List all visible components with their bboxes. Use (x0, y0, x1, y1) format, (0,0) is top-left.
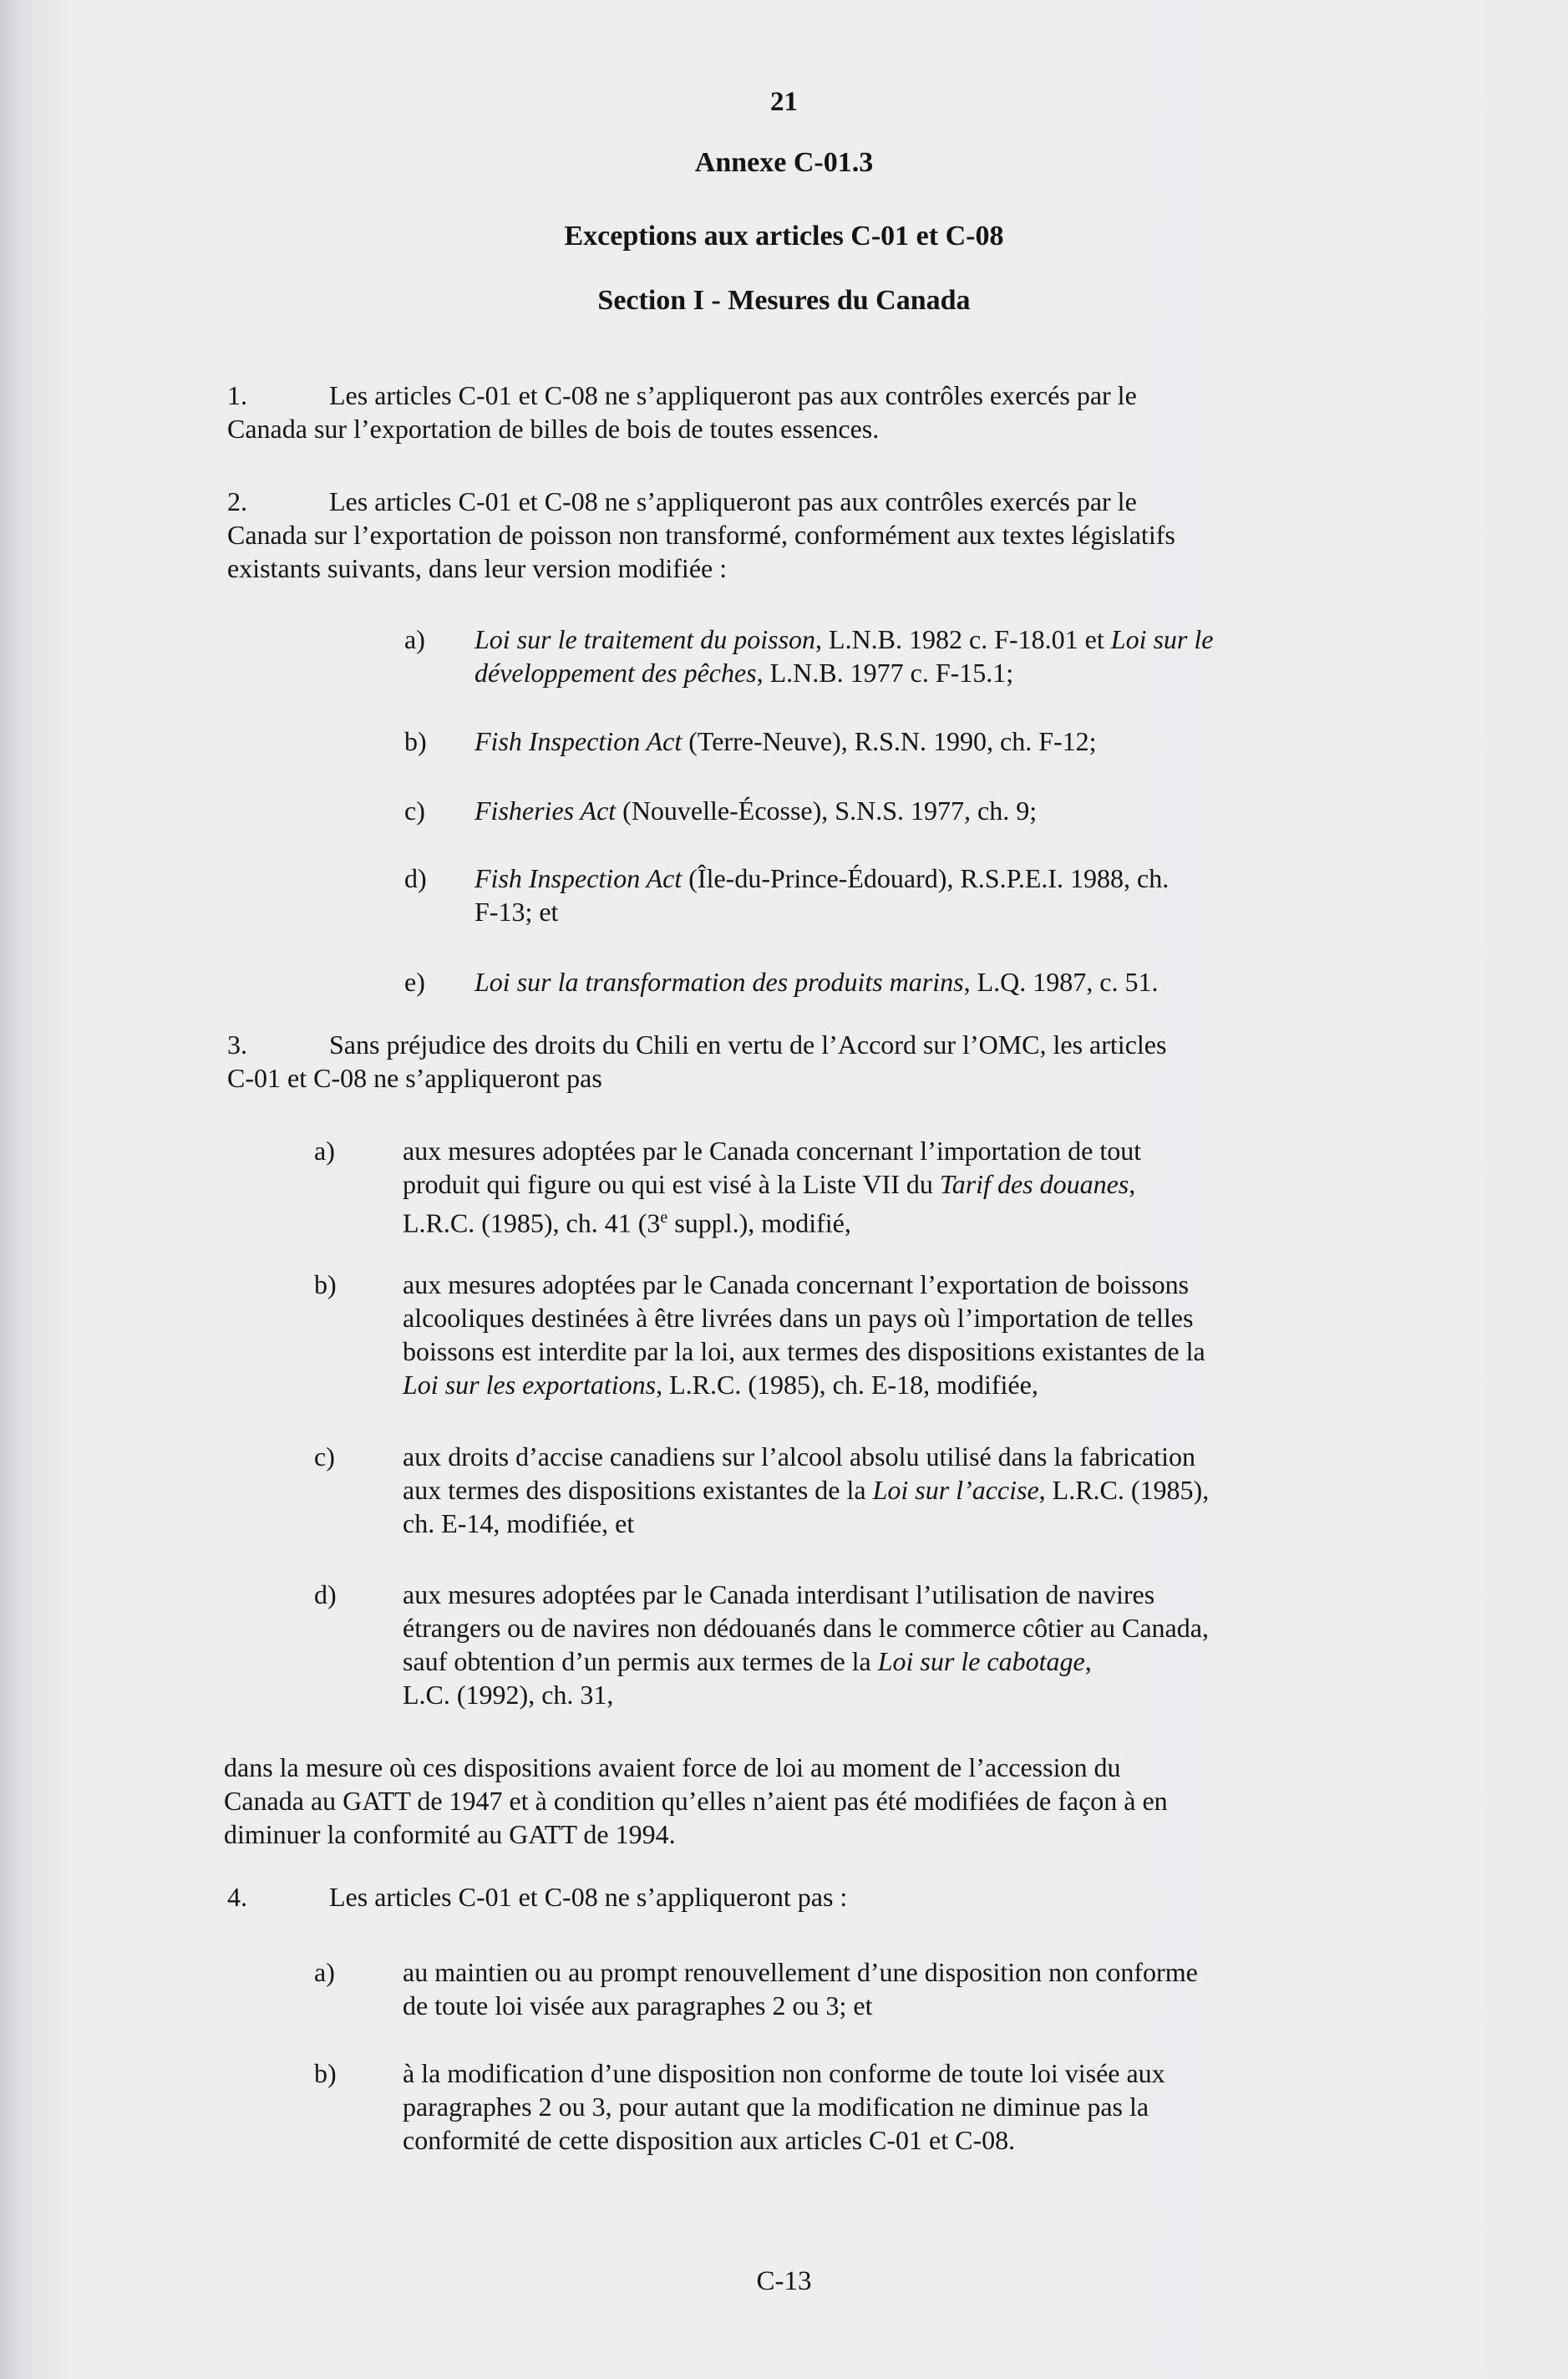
paragraph-1-line-2: Canada sur l’exportation de billes de bois de toutes essences. (227, 414, 880, 444)
paragraph-number: 3. (227, 1029, 247, 1060)
item-text-part: L.R.C. (1985), ch. 41 (3 (403, 1207, 661, 1238)
item-label: b) (314, 1269, 337, 1299)
closing-line: diminuer la conformité au GATT de 1994. (224, 1819, 676, 1849)
item-text (474, 965, 1410, 999)
item-line: conformité de cette disposition aux articles C-01 et C-08. (403, 2125, 1016, 2155)
item-label: e) (404, 967, 425, 997)
item-line: boissons est interdite par la loi, aux termes des dispositions existantes de la (403, 1336, 1205, 1366)
superscript: e (660, 1208, 668, 1227)
closing-line: Canada au GATT de 1947 et à condition qu’elles n’aient pas été modifiées de façon à en (224, 1786, 1168, 1816)
law-title: développement des pêches (474, 658, 757, 688)
item-line: paragraphes 2 ou 3, pour autant que la modification ne diminue pas la (403, 2092, 1149, 2122)
item-text (403, 2056, 1355, 2157)
law-title: Loi sur le (1110, 624, 1214, 654)
item-text (474, 623, 1410, 689)
item-text (474, 724, 1410, 758)
law-title: Loi sur le traitement du poisson (474, 624, 816, 654)
law-title: Loi sur les exportations (403, 1370, 657, 1400)
law-title: Tarif des douanes (939, 1169, 1129, 1199)
item-line: à la modification d’une disposition non conforme de toute loi visée aux (403, 2058, 1165, 2088)
item-line: au maintien ou au prompt renouvellement d’une disposition non conforme (403, 1957, 1198, 1987)
paragraph-number: 4. (227, 1882, 247, 1912)
item-line: de toute loi visée aux paragraphes 2 ou 3; et (403, 1990, 873, 2021)
citation: , L.Q. 1987, c. 51. (963, 967, 1159, 997)
item-line: étrangers ou de navires non dédouanés dans le commerce côtier au Canada, (403, 1613, 1209, 1643)
item-line: ch. E-14, modifiée, et (403, 1508, 635, 1538)
paragraph-3-line-2: C-01 et C-08 ne s’appliqueront pas (227, 1063, 602, 1093)
item-text (474, 862, 1410, 928)
law-title: Loi sur l’accise (872, 1475, 1039, 1505)
citation: (Nouvelle-Écosse), S.N.S. 1977, ch. 9; (616, 796, 1038, 826)
item-text (403, 1578, 1355, 1711)
law-title: Fish Inspection Act (474, 863, 683, 893)
item-label: b) (314, 2058, 337, 2088)
item-line (403, 1201, 1355, 1240)
page-number-top: 21 (770, 87, 798, 117)
paragraph-4-text-1: Les articles C-01 et C-08 ne s’appliqueront pas : (329, 1882, 848, 1912)
annex-title: Annexe C-01.3 (694, 147, 874, 178)
item-label: a) (314, 1957, 335, 1987)
item-line (403, 1644, 1355, 1678)
item-line (403, 1473, 1355, 1507)
item-text (403, 1440, 1355, 1540)
citation: , L.N.B. 1982 c. F-18.01 et (815, 624, 1111, 654)
paragraph-2 (227, 485, 1330, 585)
paragraph-3-line-1 (227, 1028, 1330, 1061)
paragraph-2-text-1: Les articles C-01 et C-08 ne s’appliqueront pas aux contrôles exercés par le (329, 486, 1137, 516)
item-text-part: produit qui figure ou qui est visé à la Liste VII du (403, 1169, 940, 1199)
citation: (Île-du-Prince-Édouard), R.S.P.E.I. 1988, ch. (682, 863, 1170, 893)
paragraph-2-line-2: Canada sur l’exportation de poisson non transformé, conformément aux textes législatifs (227, 520, 1175, 550)
item-label: c) (314, 1441, 335, 1472)
page-number-footer: C-13 (756, 2266, 812, 2296)
paragraph-3-closing (224, 1751, 1327, 1851)
item-text (403, 1955, 1355, 2022)
item-text-part: aux termes des dispositions existantes de la (403, 1475, 873, 1505)
closing-line: dans la mesure où ces dispositions avaient force de loi au moment de l’accession du (224, 1752, 1121, 1782)
item-text (403, 1268, 1355, 1401)
law-title: Fish Inspection Act (474, 726, 683, 756)
item-label: d) (314, 1579, 337, 1609)
item-text-part: sauf obtention d’un permis aux termes de la (403, 1646, 878, 1676)
section-title: Section I - Mesures du Canada (597, 285, 971, 316)
paragraph-number: 1. (227, 380, 247, 410)
item-line: aux droits d’accise canadiens sur l’alcool absolu utilisé dans la fabrication (403, 1441, 1196, 1472)
item-text (474, 794, 1410, 827)
paragraph-1-text-1: Les articles C-01 et C-08 ne s’appliqueront pas aux contrôles exercés par le (329, 380, 1137, 410)
item-label: a) (314, 1136, 335, 1166)
item-text (403, 1134, 1355, 1240)
law-title: Loi sur le cabotage (877, 1646, 1085, 1676)
law-title: Loi sur la transformation des produits marins (474, 967, 964, 997)
item-line: L.C. (1992), ch. 31, (403, 1680, 614, 1710)
item-line: alcooliques destinées à être livrées dans un pays où l’importation de telles (403, 1303, 1194, 1333)
citation-continued: F-13; et (474, 897, 559, 927)
paragraph-1-line-1 (227, 379, 1330, 412)
subtitle: Exceptions aux articles C-01 et C-08 (564, 221, 1004, 252)
citation: , L.N.B. 1977 c. F-15.1; (756, 658, 1014, 688)
item-text-part: , (1084, 1646, 1092, 1676)
item-line: aux mesures adoptées par le Canada interdisant l’utilisation de navires (403, 1579, 1155, 1609)
paragraph-1 (227, 379, 1330, 445)
citation: (Terre-Neuve), R.S.N. 1990, ch. F-12; (682, 726, 1097, 756)
paragraph-3 (227, 1028, 1330, 1095)
item-line (403, 1368, 1355, 1401)
item-line: aux mesures adoptées par le Canada concernant l’exportation de boissons (403, 1269, 1190, 1299)
law-title: Fisheries Act (474, 796, 617, 826)
item-line (403, 1167, 1355, 1201)
paragraph-4-line-1 (227, 1880, 1330, 1914)
paragraph-4 (227, 1880, 1330, 1914)
item-label: b) (404, 726, 427, 756)
item-text-part: suppl.), modifié, (667, 1207, 851, 1238)
item-line: aux mesures adoptées par le Canada concernant l’importation de tout (403, 1136, 1142, 1166)
paragraph-2-line-1 (227, 485, 1330, 518)
item-text-part: , L.R.C. (1985), (1038, 1475, 1210, 1505)
paragraph-number: 2. (227, 486, 247, 516)
item-label: d) (404, 863, 427, 893)
paragraph-2-line-3: existants suivants, dans leur version modifiée : (227, 553, 728, 583)
item-text-part: , L.R.C. (1985), ch. E-18, modifiée, (656, 1370, 1038, 1400)
paragraph-3-text-1: Sans préjudice des droits du Chili en vertu de l’Accord sur l’OMC, les articles (329, 1029, 1167, 1060)
item-label: c) (404, 796, 425, 826)
item-label: a) (404, 624, 425, 654)
item-text-part: , (1129, 1169, 1136, 1199)
